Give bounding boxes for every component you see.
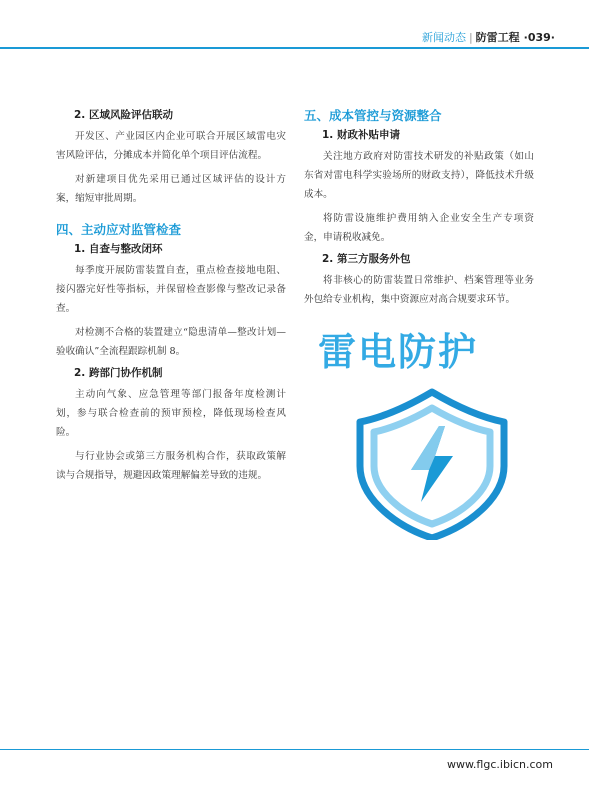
section-heading-5: 五、成本管控与资源整合 [304, 108, 442, 123]
paragraph: 将防雷设施维护费用纳入企业安全生产专项资金，申请税收减免。 [304, 213, 534, 243]
section-heading-4: 四、主动应对监管检查 [56, 222, 182, 237]
paragraph: 将非核心的防雷装置日常维护、档案管理等业务外包给专业机构，集中资源应对高合规要求环节。 [304, 275, 534, 305]
header-magazine: 防雷工程 [475, 31, 520, 44]
header-rule [0, 47, 589, 49]
paragraph: 关注地方政府对防雷技术研发的补贴政策（如山东省对雷电科学实验场所的财政支持），降低技术升级成本。 [304, 151, 534, 200]
left-column [56, 108, 286, 490]
paragraph: 开发区、产业园区内企业可联合开展区域雷电灾害风险评估，分摊成本并简化单个项目评估流程。 [56, 131, 286, 161]
running-header [422, 31, 555, 44]
subheading-self-inspection: 1. 自查与整改闭环 [74, 243, 163, 255]
footer-rule [0, 749, 589, 750]
header-page-number: ·039· [523, 31, 555, 44]
right-column [304, 108, 534, 314]
shield-lightning-icon [325, 388, 539, 540]
header-separator: | [468, 31, 473, 44]
subheading-subsidy: 1. 财政补贴申请 [322, 129, 400, 141]
paragraph: 主动向气象、应急管理等部门报备年度检测计划，参与联合检查前的预审预检，降低现场检查风险。 [56, 389, 286, 438]
footer-url: www.flgc.ibicn.com [446, 758, 553, 771]
header-section: 新闻动态 [421, 31, 466, 44]
subheading-outsourcing: 2. 第三方服务外包 [322, 253, 411, 265]
subheading-regional-assessment: 2. 区域风险评估联动 [74, 109, 173, 121]
paragraph: 对检测不合格的装置建立“隐患清单—整改计划—验收确认”全流程跟踪机制 8。 [56, 327, 286, 357]
paragraph: 每季度开展防雷装置自查，重点检查接地电阻、接闪器完好性等指标，并保留检查影像与整改记录备查。 [56, 265, 286, 314]
paragraph: 对新建项目优先采用已通过区域评估的设计方案，缩短审批周期。 [56, 174, 286, 204]
subheading-cross-department: 2. 跨部门协作机制 [74, 367, 163, 379]
paragraph: 与行业协会或第三方服务机构合作，获取政策解读与合规指导，规避因政策理解偏差导致的违规。 [56, 451, 286, 481]
graphic-title: 雷电防护 [318, 330, 479, 374]
